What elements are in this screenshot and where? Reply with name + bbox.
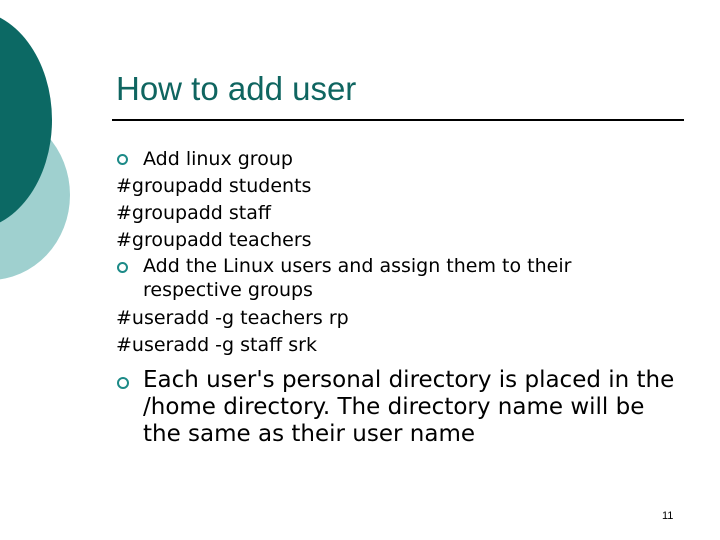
command-line: #useradd -g staff srk: [116, 334, 317, 356]
command-line: #groupadd students: [116, 175, 312, 197]
decorative-circles: [0, 0, 90, 300]
bullet-item: [116, 254, 696, 302]
command-line: #groupadd staff: [116, 202, 271, 224]
command-line: #useradd -g teachers rp: [116, 307, 349, 329]
slide-body: [116, 146, 696, 448]
bullet-item: [116, 367, 696, 448]
hollow-circle-bullet-icon: [117, 154, 128, 165]
bullet-text: Add linux group: [143, 148, 293, 170]
title-divider: [112, 119, 684, 121]
page-number: 11: [662, 510, 674, 522]
bullet-text: Each user's personal directory is placed in the /home directory. The directory name will be the same as their user name: [143, 367, 675, 447]
bullet-item: [116, 146, 696, 173]
hollow-circle-bullet-icon: [117, 377, 129, 389]
bullet-text: Add the Linux users and assign them to their respective groups: [143, 255, 572, 301]
hollow-circle-bullet-icon: [117, 262, 128, 273]
command-line: #groupadd teachers: [116, 229, 312, 251]
slide-title: How to add user: [116, 70, 357, 107]
